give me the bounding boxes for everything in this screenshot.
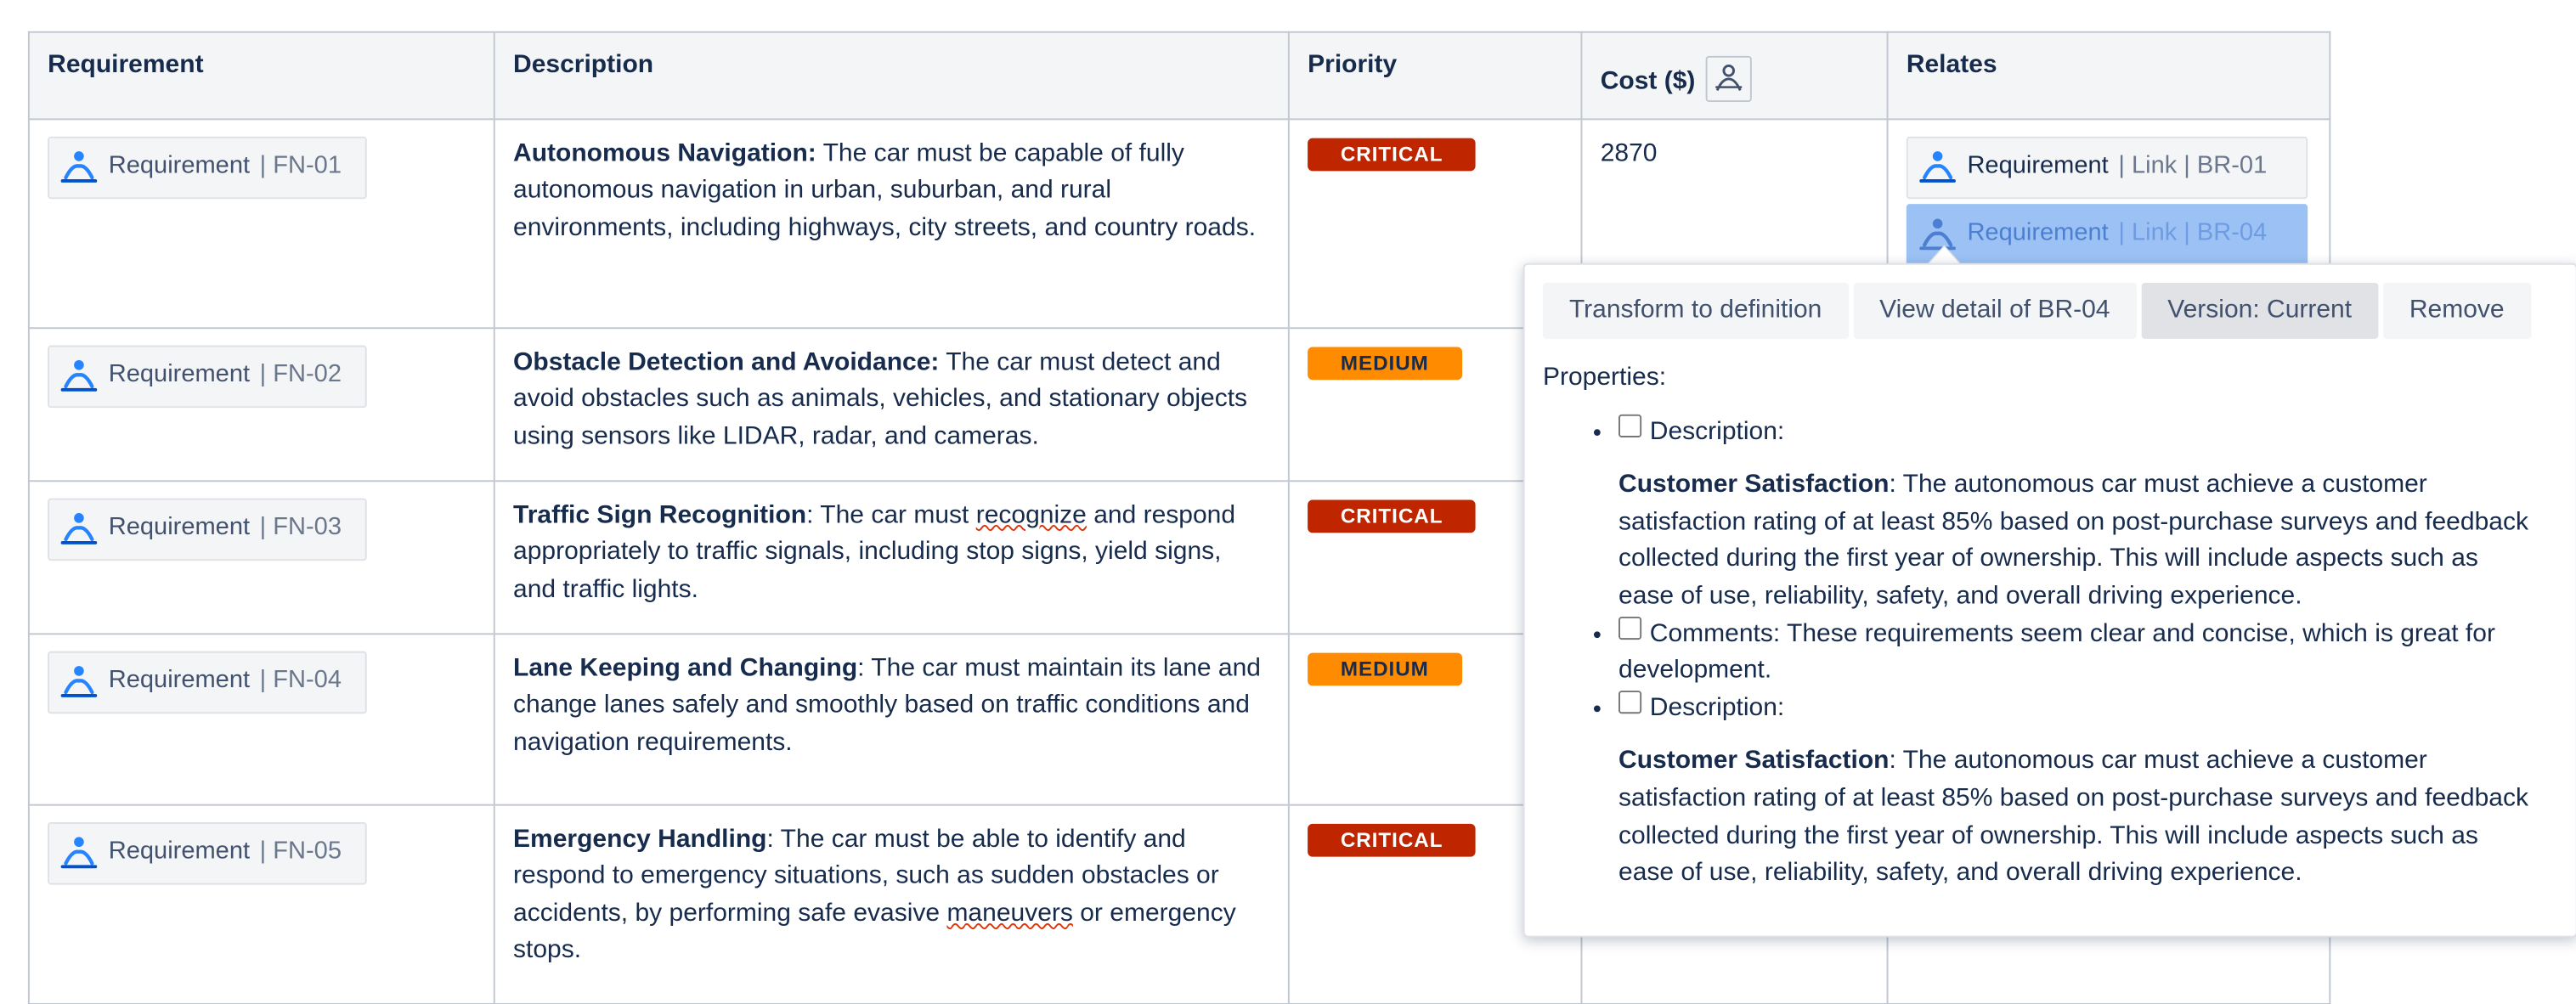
priority-badge: MEDIUM xyxy=(1308,347,1461,380)
person-meditation-icon xyxy=(59,147,99,186)
cell-requirement xyxy=(29,804,494,1003)
relates-chip-meta: | Link | BR-04 xyxy=(2118,219,2268,247)
description-text-post: and respond appropriately to traffic signals, including stop signs, yield signs, and traffic lights. xyxy=(513,500,1236,604)
property-item xyxy=(1618,691,2530,893)
properties-label: Properties: xyxy=(1542,363,1667,392)
requirement-chip-label: Requirement xyxy=(108,151,251,180)
requirement-chip-id: | FN-02 xyxy=(259,360,342,389)
property-body-title: Customer Satisfaction xyxy=(1618,747,1890,776)
description-title: Autonomous Navigation: xyxy=(513,138,816,167)
cell-description xyxy=(494,119,1289,328)
property-body xyxy=(1618,467,2530,616)
header-priority: Priority xyxy=(1289,32,1582,119)
person-meditation-icon xyxy=(59,356,99,395)
header-cost-label: Cost ($) xyxy=(1600,67,1696,96)
requirement-chip-label: Requirement xyxy=(108,360,251,389)
description-title: Traffic Sign Recognition xyxy=(513,500,807,529)
header-relates: Relates xyxy=(1888,32,2330,119)
property-body-text: : The autonomous car must achieve a customer satisfaction rating of at least 85% based on post-purchase surveys and feedback collected during the first year of ownership. This will include aspects such as ease of use, reliability, safety, and overall driving experience. xyxy=(1618,471,2528,611)
popup-pointer xyxy=(1928,246,1961,264)
priority-badge: MEDIUM xyxy=(1308,652,1461,685)
cell-description xyxy=(494,804,1289,1003)
requirement-chip-fn-02[interactable] xyxy=(48,345,366,408)
requirement-chip-fn-01[interactable] xyxy=(48,136,366,199)
description-text: The car must detect and avoid obstacles such as animals, vehicles, and stationary objects using sensors like LIDAR, radar, and cameras. xyxy=(513,347,1248,451)
spellcheck-word[interactable]: maneuvers xyxy=(946,899,1073,928)
spellcheck-word[interactable]: recognize xyxy=(975,500,1087,529)
property-checkbox[interactable] xyxy=(1618,414,1641,437)
property-body xyxy=(1618,744,2530,893)
relates-chip-label: Requirement xyxy=(1967,219,2109,247)
cell-description xyxy=(494,480,1289,633)
link-detail-popup xyxy=(1523,263,2576,938)
relates-chip-label: Requirement xyxy=(1967,151,2109,180)
description-title: Obstacle Detection and Avoidance: xyxy=(513,347,940,376)
cell-requirement xyxy=(29,119,494,328)
description-text-pre: : The car must xyxy=(806,500,976,529)
priority-badge: CRITICAL xyxy=(1308,499,1476,533)
priority-badge: CRITICAL xyxy=(1308,138,1476,171)
property-label: Comments: These requirements seem clear and concise, which is great for development. xyxy=(1618,619,2495,685)
requirement-chip-fn-03[interactable] xyxy=(48,498,366,561)
cost-header-person-icon[interactable] xyxy=(1705,55,1751,101)
version-button[interactable]: Version: Current xyxy=(2141,283,2378,339)
property-body-title: Customer Satisfaction xyxy=(1618,471,1890,499)
description-title: Lane Keeping and Changing xyxy=(513,653,858,682)
cell-requirement xyxy=(29,480,494,633)
header-cost xyxy=(1581,32,1887,119)
properties-section xyxy=(1543,360,2530,893)
requirement-chip-fn-04[interactable] xyxy=(48,651,366,714)
remove-button[interactable]: Remove xyxy=(2383,283,2531,339)
description-text: The car must be capable of fully autonomous navigation in urban, suburban, and rural environments, including highways, city streets, and country roads. xyxy=(513,138,1257,242)
property-checkbox[interactable] xyxy=(1618,616,1641,639)
header-description: Description xyxy=(494,32,1289,119)
description-text: : The car must maintain its lane and change lanes safely and smoothly based on traffic conditions and navigation requirements. xyxy=(513,653,1262,757)
relates-chip-meta: | Link | BR-01 xyxy=(2118,151,2268,180)
requirement-chip-label: Requirement xyxy=(108,666,251,695)
relates-chip-br-01[interactable] xyxy=(1907,136,2308,199)
requirement-chip-fn-05[interactable] xyxy=(48,821,366,884)
requirement-chip-id: | FN-03 xyxy=(259,513,342,542)
requirement-chip-id: | FN-01 xyxy=(259,151,342,180)
person-meditation-icon xyxy=(59,833,99,872)
view-detail-button[interactable]: View detail of BR-04 xyxy=(1853,283,2136,339)
requirement-chip-id: | FN-05 xyxy=(259,837,342,866)
popup-toolbar xyxy=(1543,283,2531,339)
person-meditation-icon xyxy=(59,509,99,548)
requirement-chip-label: Requirement xyxy=(108,513,251,542)
transform-to-definition-button[interactable]: Transform to definition xyxy=(1543,283,1848,339)
cell-description xyxy=(494,634,1289,804)
property-label: Description: xyxy=(1649,416,1785,445)
cell-description xyxy=(494,327,1289,480)
description-text-post: or emergency stops. xyxy=(513,899,1236,965)
requirement-chip-label: Requirement xyxy=(108,837,251,866)
description-title: Emergency Handling xyxy=(513,825,767,853)
person-meditation-icon xyxy=(1918,147,1957,186)
table-header-row xyxy=(29,32,2330,119)
property-checkbox[interactable] xyxy=(1618,691,1641,714)
person-meditation-icon xyxy=(59,662,99,701)
property-body-text: : The autonomous car must achieve a customer satisfaction rating of at least 85% based on post-purchase surveys and feedback collected during the first year of ownership. This will include aspects such as ease of use, reliability, safety, and overall driving experience. xyxy=(1618,747,2528,887)
properties-list xyxy=(1543,414,2530,893)
cell-cost: 2870 xyxy=(1581,119,1887,328)
priority-badge: CRITICAL xyxy=(1308,823,1476,856)
requirement-chip-id: | FN-04 xyxy=(259,666,342,695)
relates-chip-br-04[interactable] xyxy=(1907,203,2308,266)
header-requirement: Requirement xyxy=(29,32,494,119)
description-text-pre: : The car must be able to identify and respond to emergency situations, such as sudden obstacles or accidents, by performing safe evasive xyxy=(513,825,1219,928)
property-item xyxy=(1618,414,2530,616)
property-label: Description: xyxy=(1649,693,1785,722)
cell-requirement xyxy=(29,327,494,480)
property-item xyxy=(1618,616,2530,690)
cell-requirement xyxy=(29,634,494,804)
